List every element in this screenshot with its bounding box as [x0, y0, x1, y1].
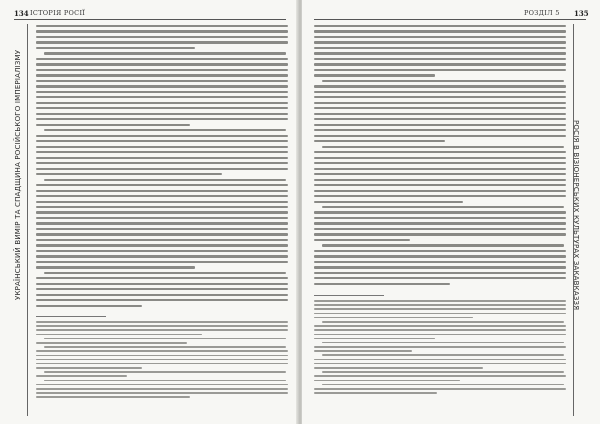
- text-line: [36, 288, 288, 290]
- text-line: [314, 233, 566, 235]
- text-line: [36, 217, 288, 219]
- text-line: [36, 388, 288, 390]
- left-header-rule: [14, 19, 286, 20]
- text-line: [314, 118, 566, 120]
- text-line: [322, 206, 564, 208]
- text-line: [314, 173, 566, 175]
- text-line: [36, 228, 288, 230]
- text-line: [36, 244, 288, 246]
- text-line: [314, 129, 566, 131]
- right-footnote-rule: [314, 295, 384, 296]
- text-line: [36, 47, 195, 49]
- text-line: [36, 41, 288, 43]
- text-line: [36, 146, 288, 148]
- text-line: [36, 173, 222, 175]
- text-line: [314, 74, 435, 76]
- text-line: [36, 299, 288, 301]
- text-line: [44, 346, 286, 348]
- text-line: [314, 239, 410, 241]
- text-line: [314, 69, 566, 71]
- text-line: [36, 168, 288, 170]
- text-line: [314, 325, 566, 327]
- text-line: [314, 283, 450, 285]
- text-line: [36, 294, 288, 296]
- text-line: [36, 118, 288, 120]
- text-line: [44, 380, 286, 382]
- text-line: [314, 41, 566, 43]
- text-line: [36, 211, 288, 213]
- text-line: [36, 355, 288, 357]
- text-line: [36, 375, 127, 377]
- left-side-label: УКРАЇНСЬКИЙ ВИМІР ТА СПАДЩИНА РОСІЙСЬКОГО ІМПЕРІАЛІЗМУ: [14, 49, 22, 300]
- text-line: [314, 277, 566, 279]
- text-line: [322, 80, 564, 82]
- text-line: [36, 25, 288, 27]
- text-line: [44, 52, 286, 54]
- text-line: [314, 113, 566, 115]
- text-line: [314, 338, 435, 340]
- text-line: [36, 201, 288, 203]
- text-line: [36, 151, 288, 153]
- text-line: [322, 146, 564, 148]
- right-page: [302, 0, 600, 424]
- text-line: [314, 124, 566, 126]
- text-line: [314, 304, 566, 306]
- left-running-head: ІСТОРІЯ РОСІЇ: [30, 9, 86, 17]
- text-line: [314, 308, 566, 310]
- text-line: [314, 350, 412, 352]
- text-line: [36, 329, 288, 331]
- text-line: [36, 184, 288, 186]
- text-line: [36, 222, 288, 224]
- text-line: [314, 179, 566, 181]
- text-line: [314, 317, 473, 319]
- text-line: [322, 354, 564, 356]
- right-body-text: [314, 25, 566, 288]
- text-line: [314, 380, 460, 382]
- text-line: [36, 250, 288, 252]
- text-line: [36, 80, 288, 82]
- text-line: [322, 244, 564, 246]
- text-line: [314, 250, 566, 252]
- text-line: [36, 342, 187, 344]
- text-line: [36, 206, 288, 208]
- text-line: [36, 91, 288, 93]
- text-line: [314, 135, 566, 137]
- text-line: [36, 195, 288, 197]
- text-line: [314, 217, 566, 219]
- text-line: [36, 305, 142, 307]
- left-footnotes: [36, 321, 288, 401]
- text-line: [44, 371, 286, 373]
- text-line: [36, 162, 288, 164]
- text-line: [36, 85, 288, 87]
- text-line: [314, 184, 566, 186]
- text-line: [36, 107, 288, 109]
- text-line: [314, 195, 566, 197]
- text-line: [314, 375, 566, 377]
- text-line: [314, 334, 566, 336]
- text-line: [314, 190, 566, 192]
- text-line: [314, 91, 566, 93]
- left-footnote-rule: [36, 316, 106, 317]
- text-line: [314, 300, 566, 302]
- text-line: [314, 162, 566, 164]
- text-line: [322, 371, 564, 373]
- text-line: [36, 277, 288, 279]
- text-line: [36, 135, 288, 137]
- text-line: [36, 69, 288, 71]
- text-line: [314, 329, 566, 331]
- text-line: [314, 47, 566, 49]
- right-side-label: РОСІЯ В ВІЗІОНЕРСЬКИХ КУЛЬТУРАХ ЗАКАВКАЗЗЯ: [572, 120, 580, 311]
- text-line: [36, 113, 288, 115]
- right-page-number: 135: [574, 9, 589, 18]
- text-line: [314, 255, 566, 257]
- text-line: [314, 85, 566, 87]
- text-line: [36, 396, 190, 398]
- text-line: [314, 359, 566, 361]
- text-line: [314, 313, 566, 315]
- text-line: [36, 239, 288, 241]
- text-line: [44, 129, 286, 131]
- left-page-number: 134: [14, 9, 29, 18]
- right-running-head: РОЗДІЛ 5: [524, 9, 560, 17]
- text-line: [36, 63, 288, 65]
- text-line: [36, 261, 288, 263]
- text-line: [36, 359, 288, 361]
- text-line: [314, 36, 566, 38]
- text-line: [36, 325, 288, 327]
- text-line: [314, 261, 566, 263]
- text-line: [314, 25, 566, 27]
- text-line: [314, 392, 437, 394]
- text-line: [314, 266, 566, 268]
- text-line: [314, 63, 566, 65]
- left-sidebar-rule: [27, 24, 28, 416]
- text-line: [314, 346, 566, 348]
- text-line: [314, 168, 566, 170]
- text-line: [314, 211, 566, 213]
- text-line: [314, 102, 566, 104]
- text-line: [36, 334, 202, 336]
- text-line: [322, 384, 564, 386]
- text-line: [314, 157, 566, 159]
- text-line: [36, 124, 190, 126]
- text-line: [44, 179, 286, 181]
- text-line: [36, 321, 288, 323]
- text-line: [314, 151, 566, 153]
- text-line: [314, 52, 566, 54]
- text-line: [44, 338, 286, 340]
- text-line: [314, 201, 463, 203]
- text-line: [314, 96, 566, 98]
- text-line: [36, 102, 288, 104]
- text-line: [36, 30, 288, 32]
- text-line: [44, 272, 286, 274]
- text-line: [36, 350, 288, 352]
- text-line: [36, 392, 288, 394]
- text-line: [36, 367, 142, 369]
- text-line: [36, 283, 288, 285]
- text-line: [36, 36, 288, 38]
- text-line: [314, 272, 566, 274]
- text-line: [322, 321, 564, 323]
- text-line: [314, 367, 483, 369]
- text-line: [322, 342, 564, 344]
- text-line: [36, 157, 288, 159]
- text-line: [314, 228, 566, 230]
- text-line: [36, 266, 195, 268]
- text-line: [36, 190, 288, 192]
- text-line: [36, 74, 288, 76]
- text-line: [314, 140, 445, 142]
- text-line: [36, 233, 288, 235]
- text-line: [36, 363, 288, 365]
- left-body-text: [36, 25, 288, 310]
- text-line: [314, 363, 566, 365]
- text-line: [314, 58, 566, 60]
- text-line: [314, 30, 566, 32]
- text-line: [314, 222, 566, 224]
- text-line: [36, 96, 288, 98]
- right-header-rule: [314, 19, 586, 20]
- text-line: [36, 255, 288, 257]
- text-line: [36, 140, 288, 142]
- text-line: [36, 58, 288, 60]
- text-line: [36, 384, 288, 386]
- text-line: [314, 107, 566, 109]
- left-page: [0, 0, 298, 424]
- text-line: [314, 388, 566, 390]
- right-footnotes: [314, 300, 566, 396]
